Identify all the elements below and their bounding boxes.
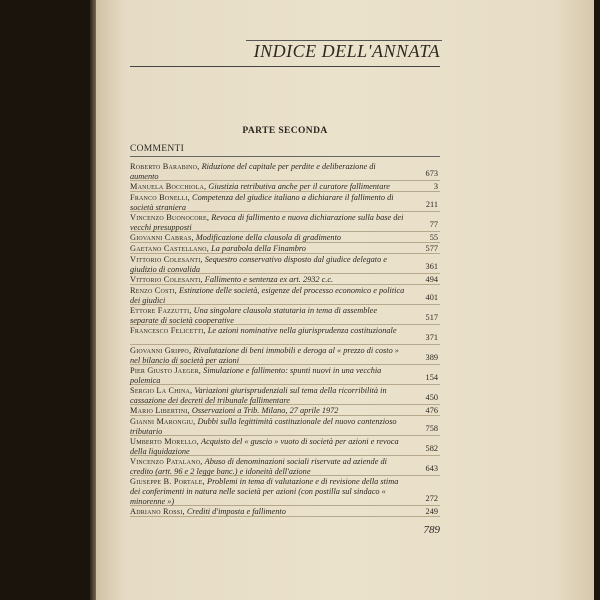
index-entry — [130, 305, 440, 325]
entry-title: Modificazione della clausola di gradimento — [195, 233, 342, 242]
section-title: PARTE SECONDA — [242, 126, 328, 136]
entry-page: 249 — [425, 507, 438, 516]
entry-title: Sequestro conservativo disposto dal giudice delegato e giudizio di convalida — [130, 255, 387, 274]
entry-author: Roberto Barabino, — [130, 162, 200, 171]
entry-author: Vincenzo Buonocore, — [130, 213, 210, 222]
entry-page: 389 — [425, 353, 438, 362]
entry-page: 450 — [425, 393, 438, 402]
index-entry — [130, 405, 440, 416]
subsection-title: COMMENTI — [130, 144, 185, 154]
entry-author: Giovanni Grippo, — [130, 346, 192, 355]
index-entry — [130, 365, 440, 385]
entry-page: 272 — [425, 494, 438, 503]
entry-title: Crediti d'imposta e fallimento — [186, 507, 286, 516]
index-entry — [130, 345, 440, 365]
entry-page: 517 — [425, 313, 438, 322]
index-entry — [130, 161, 440, 181]
entry-page: 758 — [425, 424, 438, 433]
entry-page: 401 — [425, 293, 438, 302]
entry-page: 77 — [429, 220, 438, 229]
entry-author: Francesco Felicetti, — [130, 326, 206, 335]
index-entry — [130, 325, 440, 345]
subsection-rule — [130, 156, 440, 157]
entry-author: Giuseppe B. Portale, — [130, 477, 205, 486]
page-number: 789 — [423, 524, 440, 536]
index-entry — [130, 416, 440, 436]
entry-author: Gaetano Castellano, — [130, 244, 209, 253]
header-rule — [130, 66, 440, 67]
entry-title: Abuso di denominazioni sociali riservate ad aziende di credito (artt. 96 e 2 legge banc.) e idoneità dell'azione — [130, 457, 387, 476]
index-entry — [130, 232, 440, 243]
entry-author: Manuela Bocchiola, — [130, 182, 207, 191]
index-entry — [130, 274, 440, 285]
entry-author: Renzo Costi, — [130, 286, 177, 295]
index-entry — [130, 506, 440, 517]
entry-author: Giovanni Cabras, — [130, 233, 194, 242]
entry-page: 494 — [425, 275, 438, 284]
entry-author: Ettore Fazzutti, — [130, 306, 192, 315]
entry-title: Riduzione del capitale per perdite e deliberazione di aumento — [130, 162, 376, 181]
entry-author: Mario Libertini, — [130, 406, 190, 415]
entry-title: Revoca di fallimento e nuova dichiarazione sulla base dei vecchi presupposti — [130, 213, 404, 232]
entry-title: Osservazioni a Trib. Milano, 27 aprile 1972 — [191, 406, 339, 415]
index-entry — [130, 436, 440, 456]
entry-title: Dubbi sulla legittimità costituzionale del nuovo contenzioso tributario — [130, 417, 397, 436]
entry-page: 582 — [425, 444, 438, 453]
entry-page: 673 — [425, 169, 438, 178]
index-entry — [130, 285, 440, 305]
index-entry — [130, 385, 440, 405]
entry-page: 211 — [425, 200, 438, 209]
entry-author: Vincenzo Patalano, — [130, 457, 203, 466]
entry-title: Simulazione e fallimento: spunti nuovi in una vecchia polemica — [130, 366, 382, 385]
entry-author: Vittorio Colesanti, — [130, 255, 203, 264]
index-entry — [130, 192, 440, 212]
entry-title: Acquisto del « guscio » vuoto di società per azioni e revoca della liquidazione — [130, 437, 399, 456]
entry-page: 643 — [425, 464, 438, 473]
index-entries — [130, 161, 440, 517]
entry-author: Gianni Marongiu, — [130, 417, 196, 426]
entry-title: Problemi in tema di valutazione e di revisione della stima dei conferimenti in natura nelle società per azioni (con postilla sul sindaco « minorenne ») — [130, 477, 399, 506]
entry-title: Rivalutazione di beni immobili e deroga al « prezzo di costo » nel bilancio di società per azioni — [130, 346, 399, 365]
entry-page: 3 — [433, 182, 438, 191]
index-entry — [130, 254, 440, 274]
index-entry — [130, 212, 440, 232]
entry-author: Adriano Rossi, — [130, 507, 185, 516]
entry-author: Umberto Morello, — [130, 437, 199, 446]
entry-page: 361 — [425, 262, 438, 271]
entry-author: Sergio La China, — [130, 386, 193, 395]
index-entry — [130, 476, 440, 506]
entry-title: Le azioni nominative nella giurisprudenza costituzionale — [207, 326, 397, 335]
entry-author: Vittorio Colesanti, — [130, 275, 203, 284]
index-entry — [130, 181, 440, 192]
entry-title: La parabola della Finambro — [211, 244, 306, 253]
entry-title: Una singolare clausola statutaria in tema di assemblee separate di società cooperative — [130, 306, 378, 325]
entry-page: 55 — [429, 233, 438, 242]
index-entry — [130, 243, 440, 254]
entry-title: Giustizia retributiva anche per il curatore fallimentare — [208, 182, 390, 191]
entry-page: 577 — [425, 244, 438, 253]
entry-page: 476 — [425, 406, 438, 415]
entry-title: Variazioni giurisprudenziali sul tema della ricorribilità in cassazione dei decreti del tribunale fallimentare — [130, 386, 387, 405]
entry-title: Competenza del giudice italiano a dichiarare il fallimento di società straniera — [130, 193, 394, 212]
entry-page: 154 — [425, 373, 438, 382]
entry-author: Franco Bonelli, — [130, 193, 190, 202]
entry-page: 371 — [425, 333, 438, 342]
page-header-title: INDICE DELL'ANNATA — [253, 41, 440, 61]
index-entry — [130, 456, 440, 476]
entry-author: Pier Giusto Jaeger, — [130, 366, 202, 375]
entry-title: Estinzione delle società, esigenze del processo economico e politica dei giudici — [130, 286, 405, 305]
entry-title: Fallimento e sentenza ex art. 2932 c.c. — [204, 275, 334, 284]
